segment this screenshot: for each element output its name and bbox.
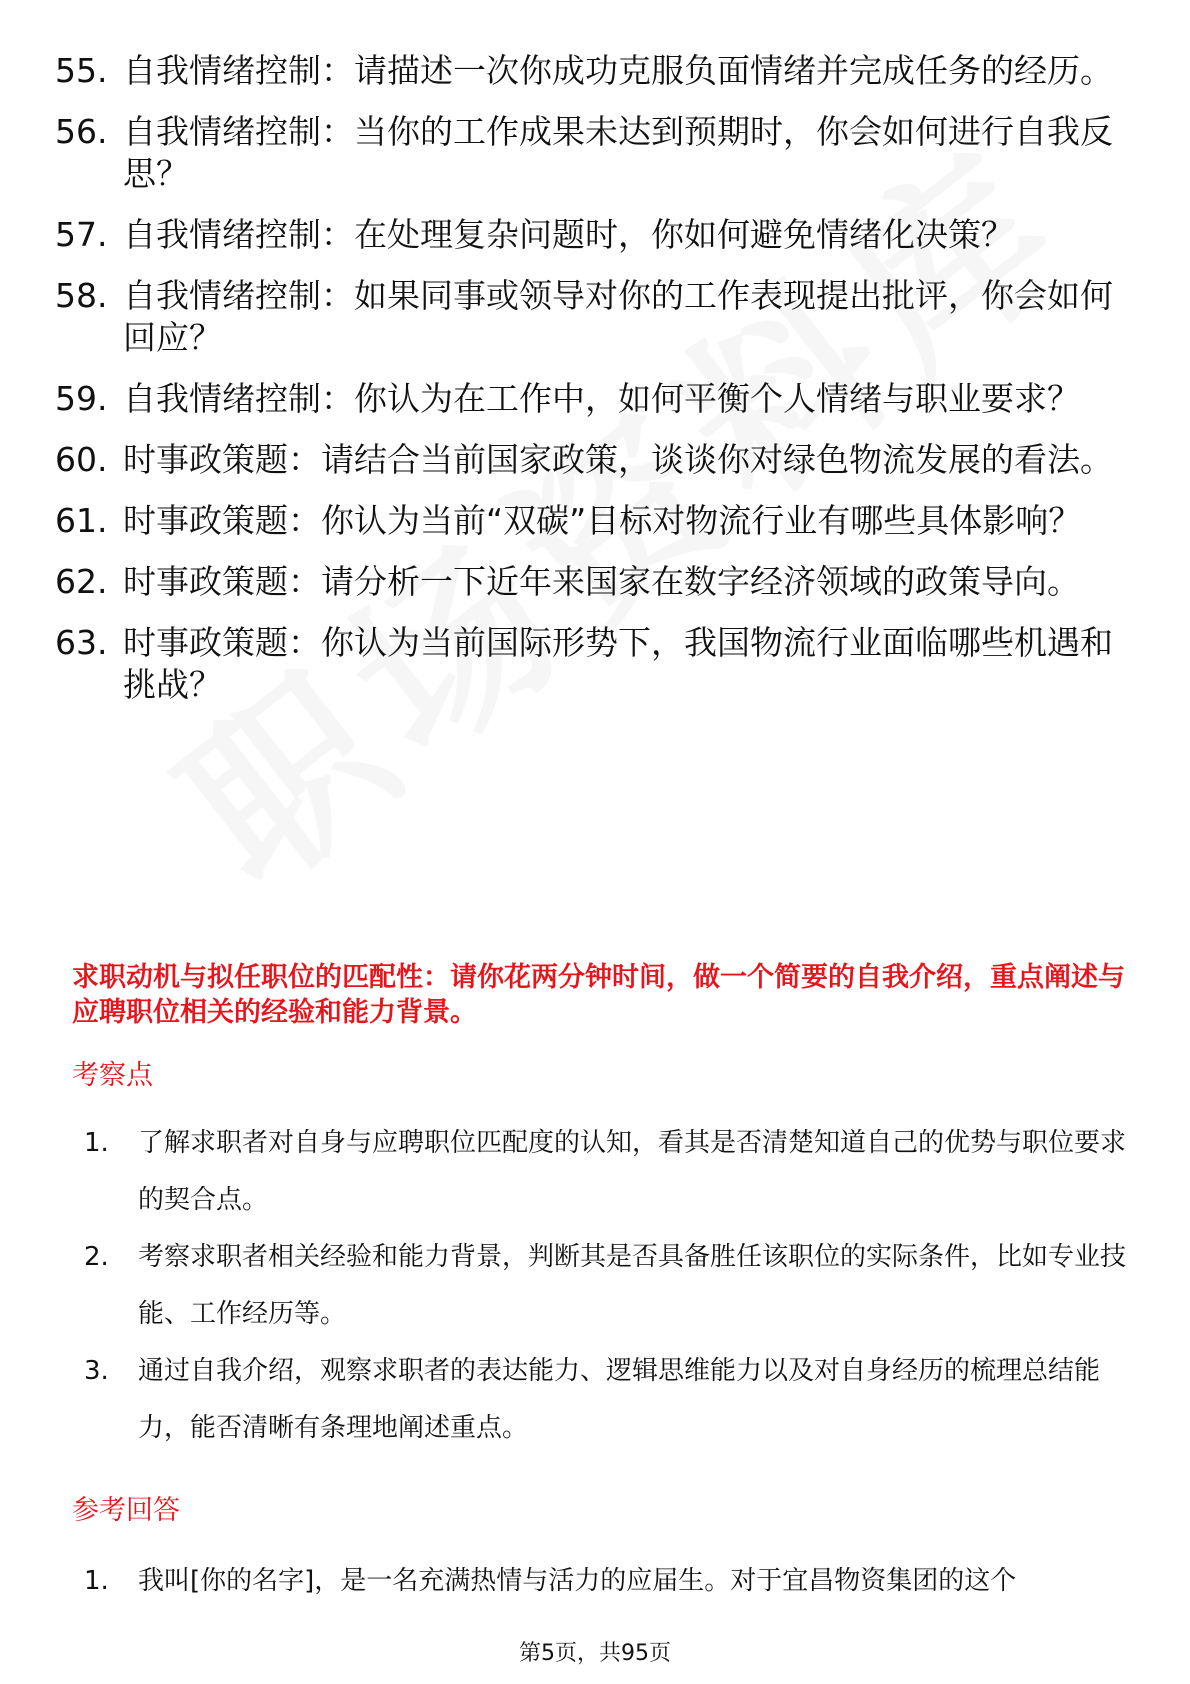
item-number: 56. (55, 112, 108, 151)
list-item (72, 1343, 1132, 1457)
item-number: 62. (55, 562, 108, 601)
item-text: 时事政策题：你认为当前国际形势下，我国物流行业面临哪些机遇和挑战？ (123, 623, 1113, 704)
item-text: 自我情绪控制：当你的工作成果未达到预期时，你会如何进行自我反思？ (123, 112, 1113, 193)
list-item (55, 378, 1135, 420)
item-number: 2. (84, 1242, 109, 1272)
observe-list (72, 1115, 1132, 1457)
item-text: 自我情绪控制：你认为在工作中，如何平衡个人情绪与职业要求？ (123, 379, 1080, 418)
item-number: 60. (55, 440, 108, 479)
item-text: 自我情绪控制：如果同事或领导对你的工作表现提出批评，你会如何回应？ (123, 276, 1113, 357)
answer-heading: 参考回答 (72, 1495, 180, 1526)
item-text: 时事政策题：请结合当前国家政策，谈谈你对绿色物流发展的看法。 (123, 440, 1113, 479)
observe-heading: 考察点 (72, 1060, 153, 1091)
list-item (55, 622, 1135, 706)
list-item (55, 439, 1135, 481)
item-text: 时事政策题：请分析一下近年来国家在数字经济领域的政策导向。 (123, 562, 1080, 601)
item-text: 自我情绪控制：在处理复杂问题时，你如何避免情绪化决策？ (123, 215, 1014, 254)
list-item (55, 214, 1135, 256)
item-text: 了解求职者对自身与应聘职位匹配度的认知，看其是否清楚知道自己的优势与职位要求的契合点。 (138, 1128, 1127, 1215)
item-number: 55. (55, 51, 108, 90)
item-text: 通过自我介绍，观察求职者的表达能力、逻辑思维能力以及对自身经历的梳理总结能力，能否清晰有条理地阐述重点。 (138, 1356, 1101, 1443)
item-number: 3. (84, 1356, 109, 1386)
list-item (55, 111, 1135, 195)
page-footer: 第5页，共95页 (519, 1641, 671, 1666)
answer-list (72, 1553, 1132, 1610)
list-item (55, 275, 1135, 359)
list-item (55, 50, 1135, 92)
list-item (72, 1553, 1132, 1610)
item-number: 1. (84, 1128, 109, 1158)
list-item (55, 500, 1135, 542)
item-number: 1. (84, 1566, 109, 1596)
item-text: 我叫[你的名字]，是一名充满热情与活力的应届生。对于宜昌物资集团的这个 (138, 1566, 1017, 1596)
question-list (55, 50, 1135, 725)
list-item (72, 1229, 1132, 1343)
item-text: 时事政策题：你认为当前“双碳”目标对物流行业有哪些具体影响？ (123, 501, 1082, 540)
list-item (72, 1115, 1132, 1229)
item-number: 61. (55, 501, 108, 540)
section-title: 求职动机与拟任职位的匹配性：请你花两分钟时间，做一个简要的自我介绍，重点阐述与应聘职位相关的经验和能力背景。 (72, 962, 1125, 1028)
item-number: 63. (55, 623, 108, 662)
list-item (55, 561, 1135, 603)
item-number: 59. (55, 379, 108, 418)
item-text: 自我情绪控制：请描述一次你成功克服负面情绪并完成任务的经历。 (123, 51, 1113, 90)
item-text: 考察求职者相关经验和能力背景，判断其是否具备胜任该职位的实际条件，比如专业技能、工作经历等。 (138, 1242, 1127, 1329)
item-number: 58. (55, 276, 108, 315)
item-number: 57. (55, 215, 108, 254)
